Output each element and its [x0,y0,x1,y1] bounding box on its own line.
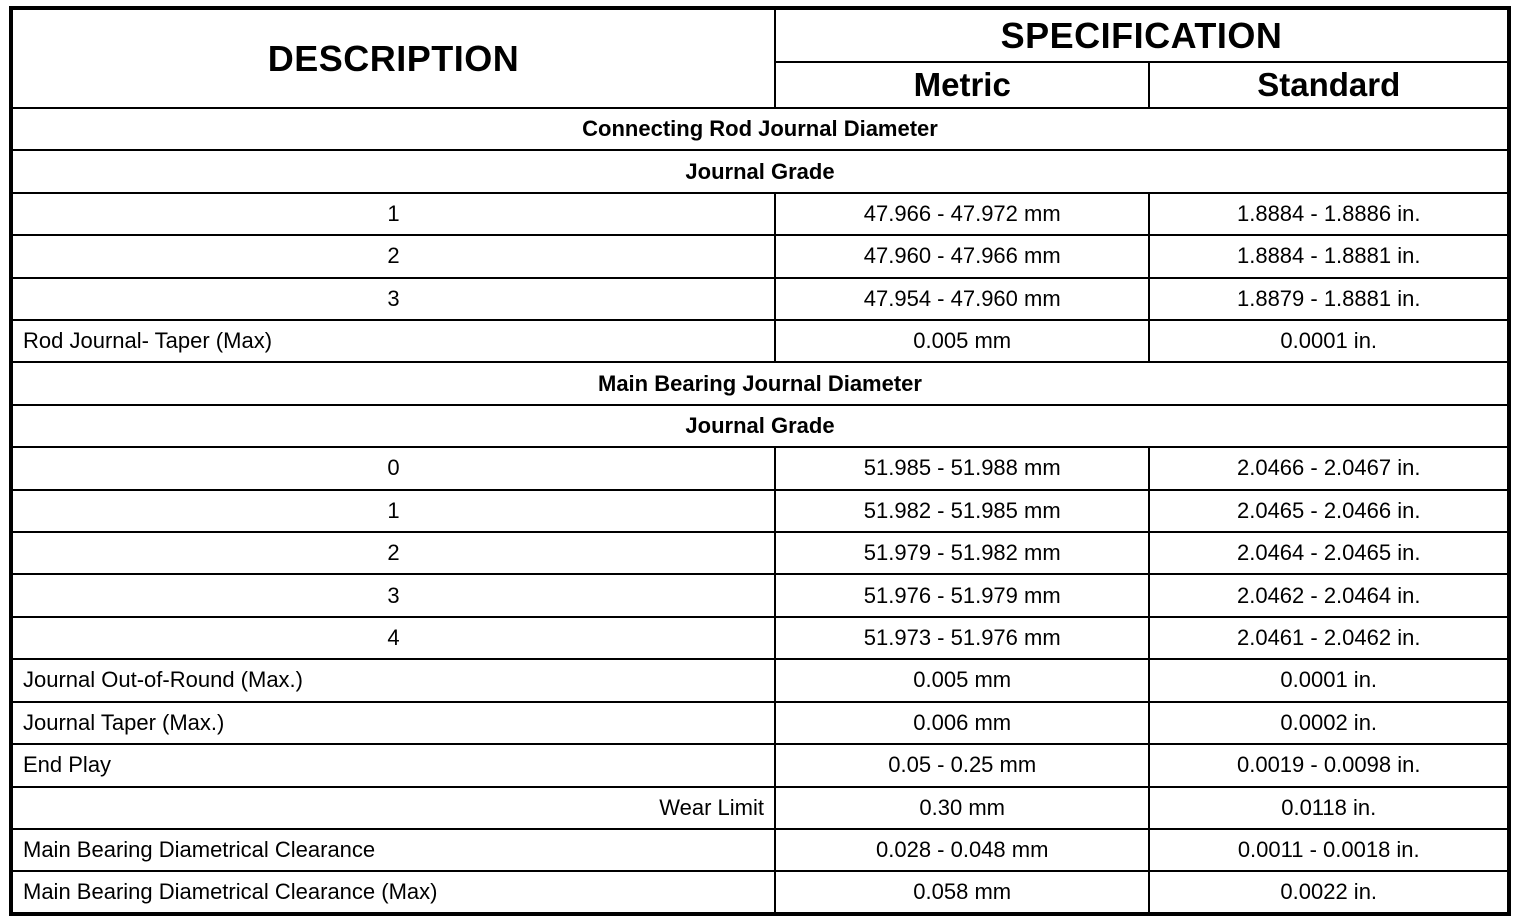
metric-value-cell: 51.973 - 51.976 mm [775,617,1150,659]
header-row-top [11,8,1509,62]
table-row [11,278,1509,320]
table-row [11,744,1509,786]
table-row [11,447,1509,489]
table-row [11,829,1509,871]
table-row [11,490,1509,532]
description-cell: 3 [11,574,775,616]
description-cell: 2 [11,235,775,277]
standard-value-cell: 0.0022 in. [1149,871,1509,914]
metric-value-cell: 0.005 mm [775,659,1150,701]
standard-value-cell: 1.8884 - 1.8886 in. [1149,193,1509,235]
col-header-standard: Standard [1149,62,1509,108]
table-body [11,108,1509,914]
section-label: Journal Grade [11,150,1509,192]
standard-value-cell: 0.0118 in. [1149,787,1509,829]
table-row [11,617,1509,659]
section-row [11,108,1509,150]
section-label: Main Bearing Journal Diameter [11,362,1509,404]
standard-value-cell: 1.8879 - 1.8881 in. [1149,278,1509,320]
section-label: Journal Grade [11,405,1509,447]
specification-table [9,6,1511,916]
standard-value-cell: 1.8884 - 1.8881 in. [1149,235,1509,277]
table-row [11,574,1509,616]
description-cell: Main Bearing Diametrical Clearance [11,829,775,871]
description-cell: 3 [11,278,775,320]
table-row [11,532,1509,574]
description-cell: Rod Journal- Taper (Max) [11,320,775,362]
col-header-metric: Metric [775,62,1150,108]
table-row [11,787,1509,829]
standard-value-cell: 2.0462 - 2.0464 in. [1149,574,1509,616]
description-cell: Journal Taper (Max.) [11,702,775,744]
description-cell: 2 [11,532,775,574]
description-cell: 1 [11,193,775,235]
section-row [11,362,1509,404]
table-row [11,193,1509,235]
table-row [11,320,1509,362]
description-cell: 1 [11,490,775,532]
metric-value-cell: 47.954 - 47.960 mm [775,278,1150,320]
metric-value-cell: 0.058 mm [775,871,1150,914]
metric-value-cell: 47.966 - 47.972 mm [775,193,1150,235]
table-row [11,235,1509,277]
description-cell: Wear Limit [11,787,775,829]
metric-value-cell: 0.30 mm [775,787,1150,829]
standard-value-cell: 0.0019 - 0.0098 in. [1149,744,1509,786]
standard-value-cell: 0.0001 in. [1149,320,1509,362]
standard-value-cell: 0.0011 - 0.0018 in. [1149,829,1509,871]
section-row [11,150,1509,192]
metric-value-cell: 51.979 - 51.982 mm [775,532,1150,574]
standard-value-cell: 0.0002 in. [1149,702,1509,744]
standard-value-cell: 2.0464 - 2.0465 in. [1149,532,1509,574]
description-cell: Journal Out-of-Round (Max.) [11,659,775,701]
metric-value-cell: 47.960 - 47.966 mm [775,235,1150,277]
metric-value-cell: 51.985 - 51.988 mm [775,447,1150,489]
table-row [11,659,1509,701]
table-row [11,702,1509,744]
standard-value-cell: 2.0461 - 2.0462 in. [1149,617,1509,659]
table-header [11,8,1509,108]
metric-value-cell: 0.006 mm [775,702,1150,744]
col-header-specification: SPECIFICATION [775,8,1509,62]
description-cell: Main Bearing Diametrical Clearance (Max) [11,871,775,914]
description-cell: 0 [11,447,775,489]
standard-value-cell: 0.0001 in. [1149,659,1509,701]
standard-value-cell: 2.0466 - 2.0467 in. [1149,447,1509,489]
section-label: Connecting Rod Journal Diameter [11,108,1509,150]
metric-value-cell: 51.982 - 51.985 mm [775,490,1150,532]
description-cell: End Play [11,744,775,786]
col-header-description: DESCRIPTION [11,8,775,108]
metric-value-cell: 51.976 - 51.979 mm [775,574,1150,616]
metric-value-cell: 0.05 - 0.25 mm [775,744,1150,786]
table-row [11,871,1509,914]
metric-value-cell: 0.005 mm [775,320,1150,362]
metric-value-cell: 0.028 - 0.048 mm [775,829,1150,871]
section-row [11,405,1509,447]
standard-value-cell: 2.0465 - 2.0466 in. [1149,490,1509,532]
description-cell: 4 [11,617,775,659]
